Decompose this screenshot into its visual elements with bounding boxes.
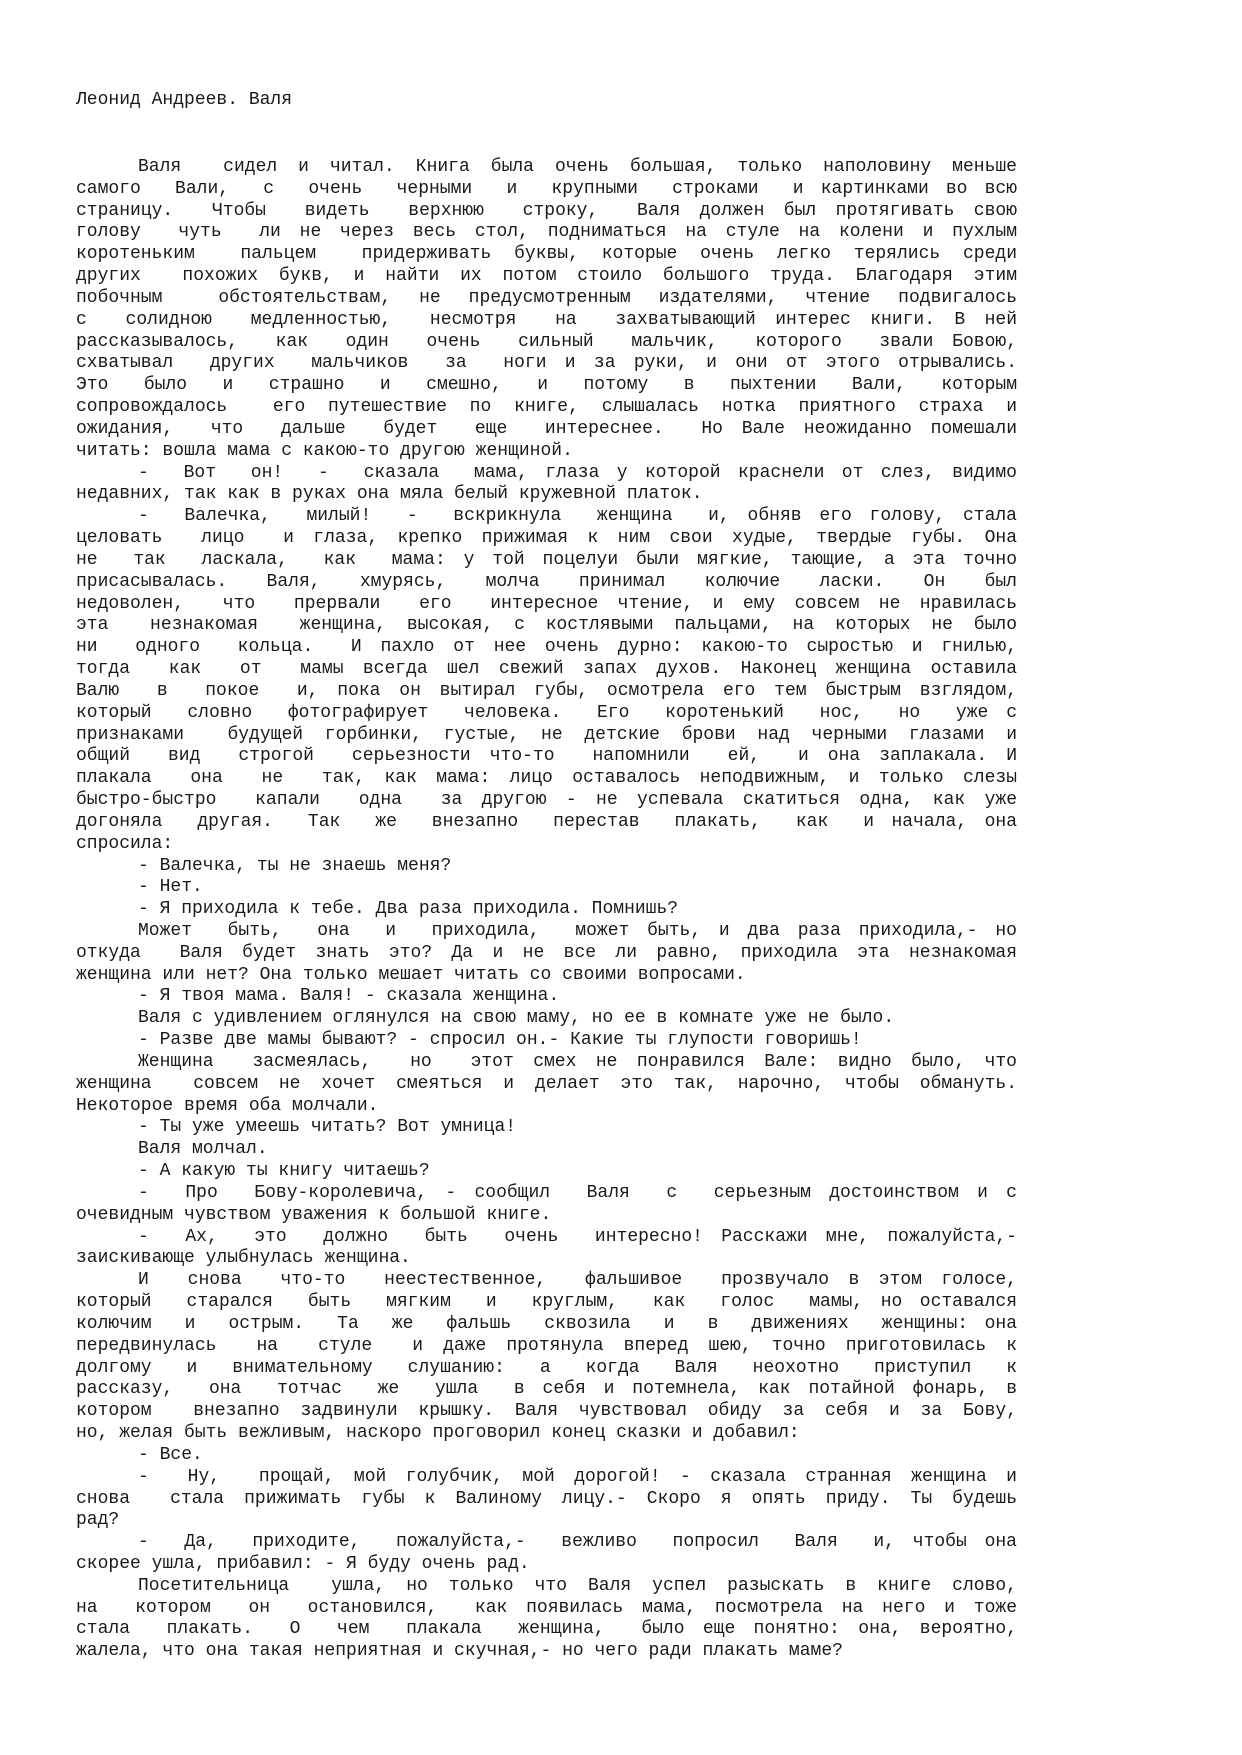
text-line: эта незнакомая женщина, высокая, с костлявыми пальцами, на которых не было	[76, 615, 1017, 636]
text-line: женщина совсем не хочет смеяться и делает это так, нарочно, чтобы обмануть.	[76, 1073, 1017, 1094]
text-line: спросила:	[76, 833, 174, 854]
text-line: Это было и страшно и смешно, и потому в пыхтении Вали, которым	[76, 375, 1017, 396]
text-line: схватывал других мальчиков за ноги и за руки, и они от этого отрывались.	[76, 353, 1017, 374]
text-line: самого Вали, с очень черными и крупными строками и картинками во всю	[76, 178, 1017, 199]
text-line: рассказу, она тотчас же ушла в себя и потемнела, как потайной фонарь, в	[76, 1379, 1017, 1400]
text-line: котором внезапно задвинули крышку. Валя чувствовал обиду за себя и за Бову,	[76, 1401, 1017, 1422]
text-line: недоволен, что прервали его интересное чтение, и ему совсем не нравилась	[76, 593, 1017, 614]
text-line: рассказывалось, как один очень сильный мальчик, которого звали Бовою,	[76, 331, 1017, 352]
text-line: голову чуть ли не через весь стол, подниматься на стуле на колени и пухлым	[76, 222, 1017, 243]
text-line: догоняла другая. Так же внезапно перестав плакать, как и начала, она	[76, 811, 1017, 832]
text-line: передвинулась на стуле и даже протянула вперед шею, точно приготовилась к	[76, 1335, 1017, 1356]
text-line: присасывалась. Валя, хмурясь, молча принимал колючие ласки. Он был	[76, 571, 1017, 592]
text-line: - Да, приходите, пожалуйста,- вежливо попросил Валя и, чтобы она	[138, 1532, 1017, 1553]
text-line: который старался быть мягким и круглым, как голос мамы, но оставался	[76, 1292, 1017, 1313]
text-line: но, желая быть вежливым, наскоро проговорил конец сказки и добавил:	[76, 1423, 800, 1444]
text-line: заискивающе улыбнулась женщина.	[76, 1248, 411, 1269]
text-line: с солидною медленностью, несмотря на захватывающий интерес книги. В ней	[76, 309, 1017, 330]
text-line: побочным обстоятельствам, не предусмотренным издателями, чтение подвигалось	[76, 287, 1017, 308]
text-line: скорее ушла, прибавил: - Я буду очень рад.	[76, 1554, 530, 1574]
text-line: который словно фотографирует человека. Его коротенький нос, но уже с	[76, 702, 1017, 723]
text-line: - Разве две мамы бывают? - спросил он.- Какие ты глупости говоришь!	[138, 1030, 862, 1051]
text-line: - Ах, это должно быть очень интересно! Расскажи мне, пожалуйста,-	[138, 1226, 1017, 1247]
text-line: - Вот он! - сказала мама, глаза у которой краснели от слез, видимо	[138, 462, 1017, 483]
text-line: Валя сидел и читал. Книга была очень большая, только наполовину меньше	[138, 157, 1017, 177]
document-body	[76, 157, 1017, 1663]
text-line: - Ну, прощай, мой голубчик, мой дорогой! - сказала странная женщина и	[138, 1466, 1017, 1487]
text-line: Может быть, она и приходила, может быть, и два раза приходила,- но	[138, 920, 1017, 941]
text-line: тогда как от мамы всегда шел свежий запах духов. Наконец женщина оставила	[76, 659, 1017, 680]
text-line: сопровождалось его путешествие по книге, слышалась нотка приятного страха и	[76, 397, 1017, 418]
text-line: - Я твоя мама. Валя! - сказала женщина.	[138, 986, 560, 1007]
text-line: стала плакать. О чем плакала женщина, было еще понятно: она, вероятно,	[76, 1619, 1017, 1640]
text-line: жалела, что она такая неприятная и скучная,- но чего ради плакать маме?	[76, 1641, 843, 1662]
text-line: колючим и острым. Та же фальшь сквозила и в движениях женщины: она	[76, 1313, 1017, 1334]
text-line: плакала она не так, как мама: лицо оставалось неподвижным, и только слезы	[76, 768, 1017, 789]
text-line: ни одного кольца. И пахло от нее очень дурно: какою-то сыростью и гнилью,	[76, 637, 1017, 658]
text-line: не так ласкала, как мама: у той поцелуи были мягкие, тающие, а эта точно	[76, 549, 1017, 570]
text-line: долгому и внимательному слушанию: а когда Валя неохотно приступил к	[76, 1357, 1017, 1378]
text-line: - А какую ты книгу читаешь?	[138, 1161, 430, 1182]
text-line: - Все.	[138, 1444, 203, 1465]
text-line: женщина или нет? Она только мешает читать со своими вопросами.	[76, 964, 746, 985]
text-line: читать: вошла мама с какою-то другою женщиной.	[76, 440, 573, 461]
text-line: признаками будущей горбинки, густые, не детские брови над черными глазами и	[76, 724, 1017, 745]
text-line: целовать лицо и глаза, крепко прижимая к ним свои худые, твердые губы. Она	[76, 528, 1017, 549]
text-line: быстро-быстро капали одна за другою - не успевала скатиться одна, как уже	[76, 790, 1017, 811]
text-line: на котором он остановился, как появилась мама, посмотрела на него и тоже	[76, 1597, 1017, 1618]
text-line: откуда Валя будет знать это? Да и не все ли равно, приходила эта незнакомая	[76, 942, 1017, 963]
text-line: - Ты уже умеешь читать? Вот умница!	[138, 1117, 517, 1138]
text-line: Посетительница ушла, но только что Валя успел разыскать в книге слово,	[138, 1575, 1017, 1596]
text-line: И снова что-то неестественное, фальшивое прозвучало в этом голосе,	[138, 1270, 1017, 1291]
text-line: других похожих букв, и найти их потом стоило большого труда. Благодаря этим	[76, 266, 1017, 287]
text-line: Валя с удивлением оглянулся на свою маму, но ее в комнате уже не было.	[138, 1008, 895, 1029]
text-line: недавних, так как в руках она мяла белый кружевной платок.	[76, 484, 703, 505]
text-line: Валю в покое и, пока он вытирал губы, осмотрела его тем быстрым взглядом,	[76, 680, 1017, 701]
text-line: страницу. Чтобы видеть верхнюю строку, Валя должен был протягивать свою	[76, 200, 1017, 221]
text-line: Некоторое время оба молчали.	[76, 1095, 379, 1116]
text-line: рад?	[76, 1510, 120, 1531]
text-line: - Валечка, милый! - вскрикнула женщина и, обняв его голову, стала	[138, 506, 1017, 527]
text-line: общий вид строгой серьезности что-то напомнили ей, и она заплакала. И	[76, 746, 1017, 767]
document-title: Леонид Андреев. Валя	[76, 90, 293, 110]
text-line: - Про Бову-королевича, - сообщил Валя с серьезным достоинством и с	[138, 1182, 1017, 1203]
text-line: - Я приходила к тебе. Два раза приходила. Помнишь?	[138, 899, 679, 920]
text-line: Валя молчал.	[138, 1139, 268, 1160]
text-line: снова стала прижимать губы к Валиному лицу.- Скоро я опять приду. Ты будешь	[76, 1488, 1017, 1509]
text-line: - Валечка, ты не знаешь меня?	[138, 855, 452, 876]
text-line: - Нет.	[138, 877, 203, 898]
text-line: Женщина засмеялась, но этот смех не понравился Вале: видно было, что	[138, 1051, 1017, 1072]
text-line: коротеньким пальцем придерживать буквы, которые очень легко терялись среди	[76, 244, 1017, 265]
text-line: очевидным чувством уважения к большой книге.	[76, 1204, 552, 1225]
text-line: ожидания, что дальше будет еще интереснее. Но Вале неожиданно помешали	[76, 418, 1017, 439]
